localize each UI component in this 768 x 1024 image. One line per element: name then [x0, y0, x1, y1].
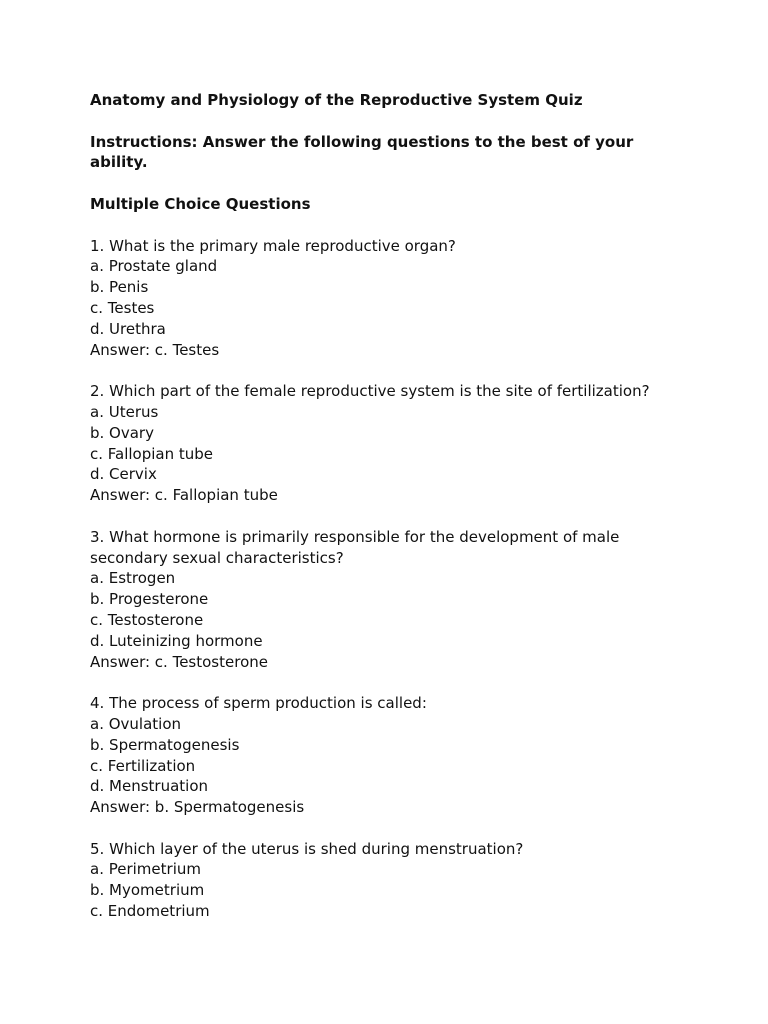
question-text: 3. What hormone is primarily responsible for the development of male secondary sexual characteristics? — [90, 527, 620, 567]
answer-text: Answer: b. Spermatogenesis — [90, 798, 305, 817]
question-text: 2. Which part of the female reproductive system is the site of fertilization? — [90, 382, 650, 401]
question-text: 4. The process of sperm production is called: — [90, 694, 427, 713]
spacer — [90, 672, 690, 693]
question-2 — [90, 381, 690, 506]
spacer — [90, 818, 690, 839]
option-text: d. Luteinizing hormone — [90, 631, 263, 650]
answer-text: Answer: c. Fallopian tube — [90, 486, 278, 505]
question-4 — [90, 693, 690, 818]
option-text: c. Testosterone — [90, 610, 204, 629]
question-3 — [90, 527, 690, 673]
spacer — [90, 111, 690, 132]
instructions: Instructions: Answer the following questions to the best of your ability. — [90, 132, 634, 172]
quiz-title: Anatomy and Physiology of the Reproductive System Quiz — [90, 91, 583, 109]
question-text: 1. What is the primary male reproductive organ? — [90, 236, 456, 255]
section-heading: Multiple Choice Questions — [90, 194, 311, 213]
option-text: d. Cervix — [90, 465, 157, 484]
quiz-document — [90, 90, 690, 922]
option-text: b. Ovary — [90, 423, 154, 442]
option-text: a. Ovulation — [90, 714, 182, 733]
question-5 — [90, 839, 690, 922]
option-text: a. Prostate gland — [90, 257, 218, 276]
option-text: c. Fallopian tube — [90, 444, 214, 463]
option-text: a. Uterus — [90, 402, 159, 421]
option-text: b. Myometrium — [90, 881, 205, 900]
option-text: d. Menstruation — [90, 777, 209, 796]
option-text: b. Progesterone — [90, 590, 209, 609]
option-text: b. Spermatogenesis — [90, 735, 240, 754]
question-1 — [90, 236, 690, 361]
answer-text: Answer: c. Testosterone — [90, 652, 268, 671]
option-text: a. Estrogen — [90, 569, 176, 588]
spacer — [90, 173, 690, 194]
option-text: c. Endometrium — [90, 902, 210, 921]
answer-text: Answer: c. Testes — [90, 340, 220, 359]
option-text: b. Penis — [90, 278, 149, 297]
option-text: a. Perimetrium — [90, 860, 201, 879]
spacer — [90, 506, 690, 527]
option-text: c. Fertilization — [90, 756, 196, 775]
question-text: 5. Which layer of the uterus is shed during menstruation? — [90, 839, 524, 858]
option-text: d. Urethra — [90, 319, 166, 338]
option-text: c. Testes — [90, 298, 155, 317]
spacer — [90, 215, 690, 236]
spacer — [90, 360, 690, 381]
